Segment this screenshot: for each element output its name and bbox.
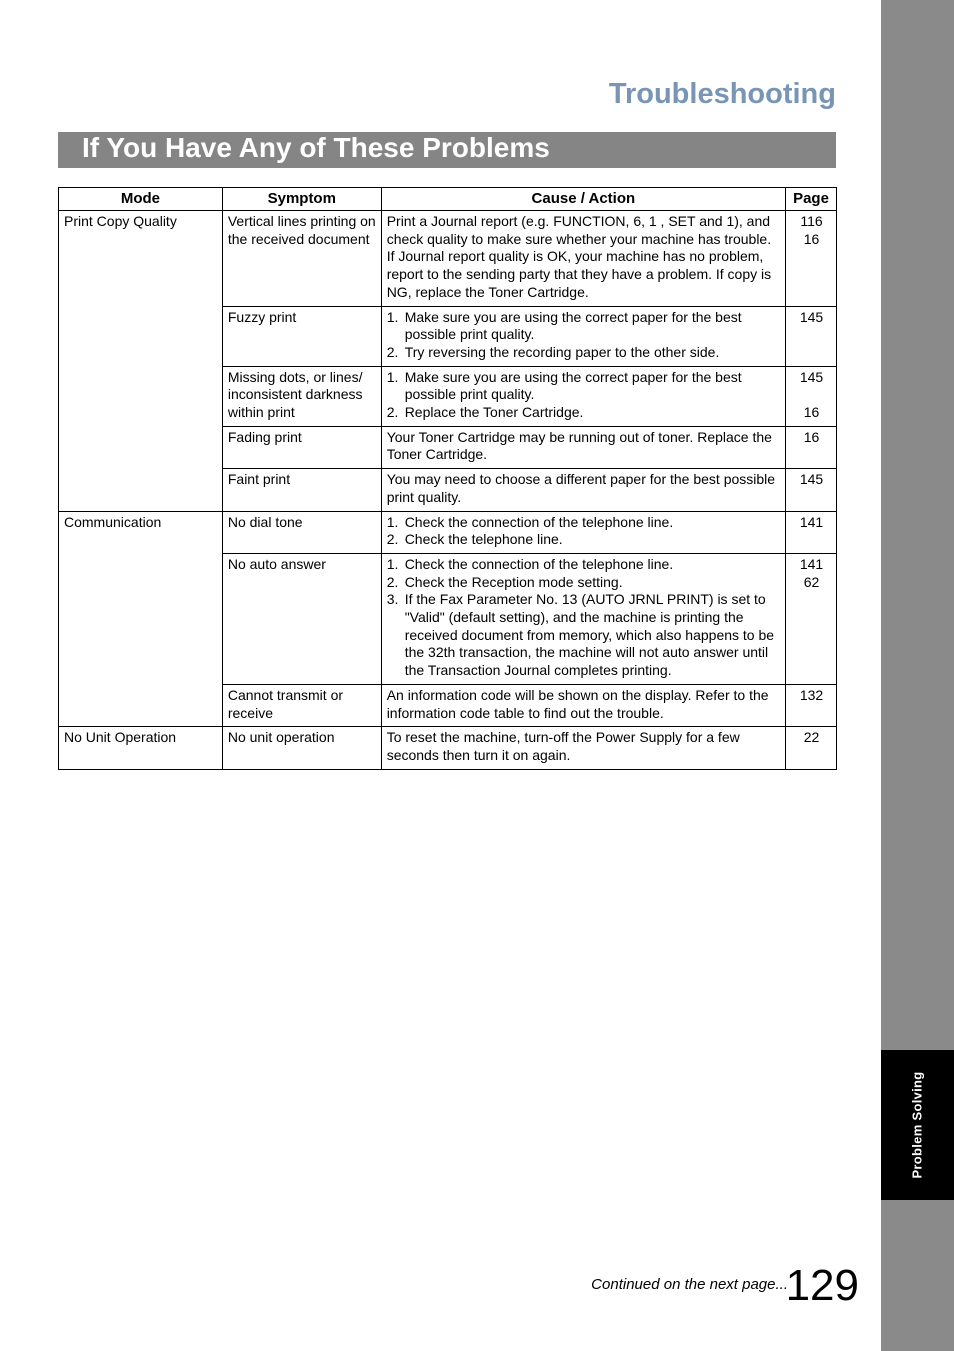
page-ref-spacer	[791, 386, 832, 404]
cause-cell	[381, 511, 785, 553]
symptom-cell: Vertical lines printing on the received document	[222, 211, 381, 307]
troubleshooting-table	[58, 187, 837, 770]
page-ref: 16	[803, 428, 820, 445]
step-text: If the Fax Parameter No. 13 (AUTO JRNL PRINT) is set to "Valid" (default setting), and the machine is printing the received document from memory, which also happens to be the 32th transaction, the machine will not auto answer until the Transaction Journal completes printing.	[404, 591, 775, 679]
page-ref: 132	[799, 686, 824, 703]
symptom-cell: Cannot transmit or receive	[222, 684, 381, 726]
page-ref: 141	[799, 555, 824, 572]
step-text: Replace the Toner Cartridge.	[404, 404, 584, 421]
page-ref: 145	[799, 308, 824, 325]
cause-cell: Print a Journal report (e.g. FUNCTION, 6, 1 , SET and 1), and check quality to make sure whether your machine has trouble. If Journal report quality is OK, your machine has no problem, report to the sending party that they have a problem. If copy is NG, replace the Toner Cartridge.	[381, 211, 785, 307]
chapter-tab-label: Problem Solving	[909, 1071, 925, 1179]
cause-cell	[381, 366, 785, 426]
page-ref: 145	[799, 471, 824, 488]
step-item	[387, 514, 781, 532]
table-row	[59, 211, 837, 307]
step-item	[387, 404, 781, 422]
cause-cell	[381, 306, 785, 366]
page-cell	[785, 469, 836, 511]
step-item	[387, 591, 781, 680]
step-number: 1.	[386, 513, 399, 530]
cause-cell: To reset the machine, turn-off the Power Supply for a few seconds then turn it on again.	[381, 727, 785, 769]
page-cell	[785, 553, 836, 684]
table-row	[59, 727, 837, 769]
page-ref: 145	[799, 368, 824, 385]
heading-bar	[58, 132, 836, 168]
step-text: Check the connection of the telephone line.	[404, 555, 674, 572]
page-cell	[785, 684, 836, 726]
step-number: 1.	[386, 368, 399, 385]
page-cell	[785, 426, 836, 468]
step-number: 2.	[386, 343, 399, 360]
page-ref: 116	[800, 213, 823, 229]
page-ref: 22	[803, 729, 820, 746]
page-cell	[785, 727, 836, 769]
table-row	[59, 511, 837, 553]
mode-cell: Print Copy Quality	[59, 211, 223, 512]
section-title: Troubleshooting	[608, 78, 836, 110]
step-item	[387, 531, 781, 549]
step-number: 1.	[386, 555, 399, 572]
header-page: Page	[785, 188, 836, 211]
header-mode: Mode	[59, 188, 223, 211]
mode-cell: Communication	[59, 511, 223, 727]
symptom-cell: No auto answer	[222, 553, 381, 684]
page-ref: 16	[803, 230, 820, 247]
page-cell	[785, 511, 836, 553]
symptom-cell: Fading print	[222, 426, 381, 468]
page-ref: 141	[799, 513, 824, 530]
step-item	[387, 369, 781, 404]
step-item	[387, 344, 781, 362]
step-item	[387, 309, 781, 344]
page-cell	[785, 211, 836, 307]
symptom-cell: Faint print	[222, 469, 381, 511]
cause-cell: Your Toner Cartridge may be running out of toner. Replace the Toner Cartridge.	[381, 426, 785, 468]
mode-cell: No Unit Operation	[59, 727, 223, 769]
page-ref: 62	[803, 573, 820, 590]
cause-cell: You may need to choose a different paper for the best possible print quality.	[381, 469, 785, 511]
cause-cell	[381, 553, 785, 684]
step-text: Check the connection of the telephone line.	[404, 513, 674, 530]
step-item	[387, 556, 781, 574]
page-cell	[785, 366, 836, 426]
table-header-row	[59, 188, 837, 211]
step-text: Try reversing the recording paper to the other side.	[404, 343, 720, 360]
step-item	[387, 574, 781, 592]
step-text: Check the Reception mode setting.	[404, 573, 623, 590]
header-cause: Cause / Action	[381, 188, 785, 211]
step-number: 2.	[386, 404, 399, 421]
step-number: 3.	[386, 591, 399, 608]
step-number: 2.	[386, 531, 399, 548]
step-number: 2.	[386, 573, 399, 590]
symptom-cell: No dial tone	[222, 511, 381, 553]
cause-cell: An information code will be shown on the display. Refer to the information code table to find out the trouble.	[381, 684, 785, 726]
symptom-cell: No unit operation	[222, 727, 381, 769]
symptom-cell: Missing dots, or lines/ inconsistent darkness within print	[222, 366, 381, 426]
step-text: Make sure you are using the correct paper for the best possible print quality.	[404, 308, 742, 343]
continued-note: Continued on the next page...	[591, 1276, 788, 1293]
page-ref: 16	[803, 404, 820, 421]
page-cell	[785, 306, 836, 366]
header-symptom: Symptom	[222, 188, 381, 211]
step-number: 1.	[386, 308, 399, 325]
page-number: 129	[785, 1261, 859, 1310]
step-text: Make sure you are using the correct paper for the best possible print quality.	[404, 368, 742, 403]
symptom-cell: Fuzzy print	[222, 306, 381, 366]
page-heading: If You Have Any of These Problems	[82, 132, 550, 163]
step-text: Check the telephone line.	[404, 531, 563, 548]
